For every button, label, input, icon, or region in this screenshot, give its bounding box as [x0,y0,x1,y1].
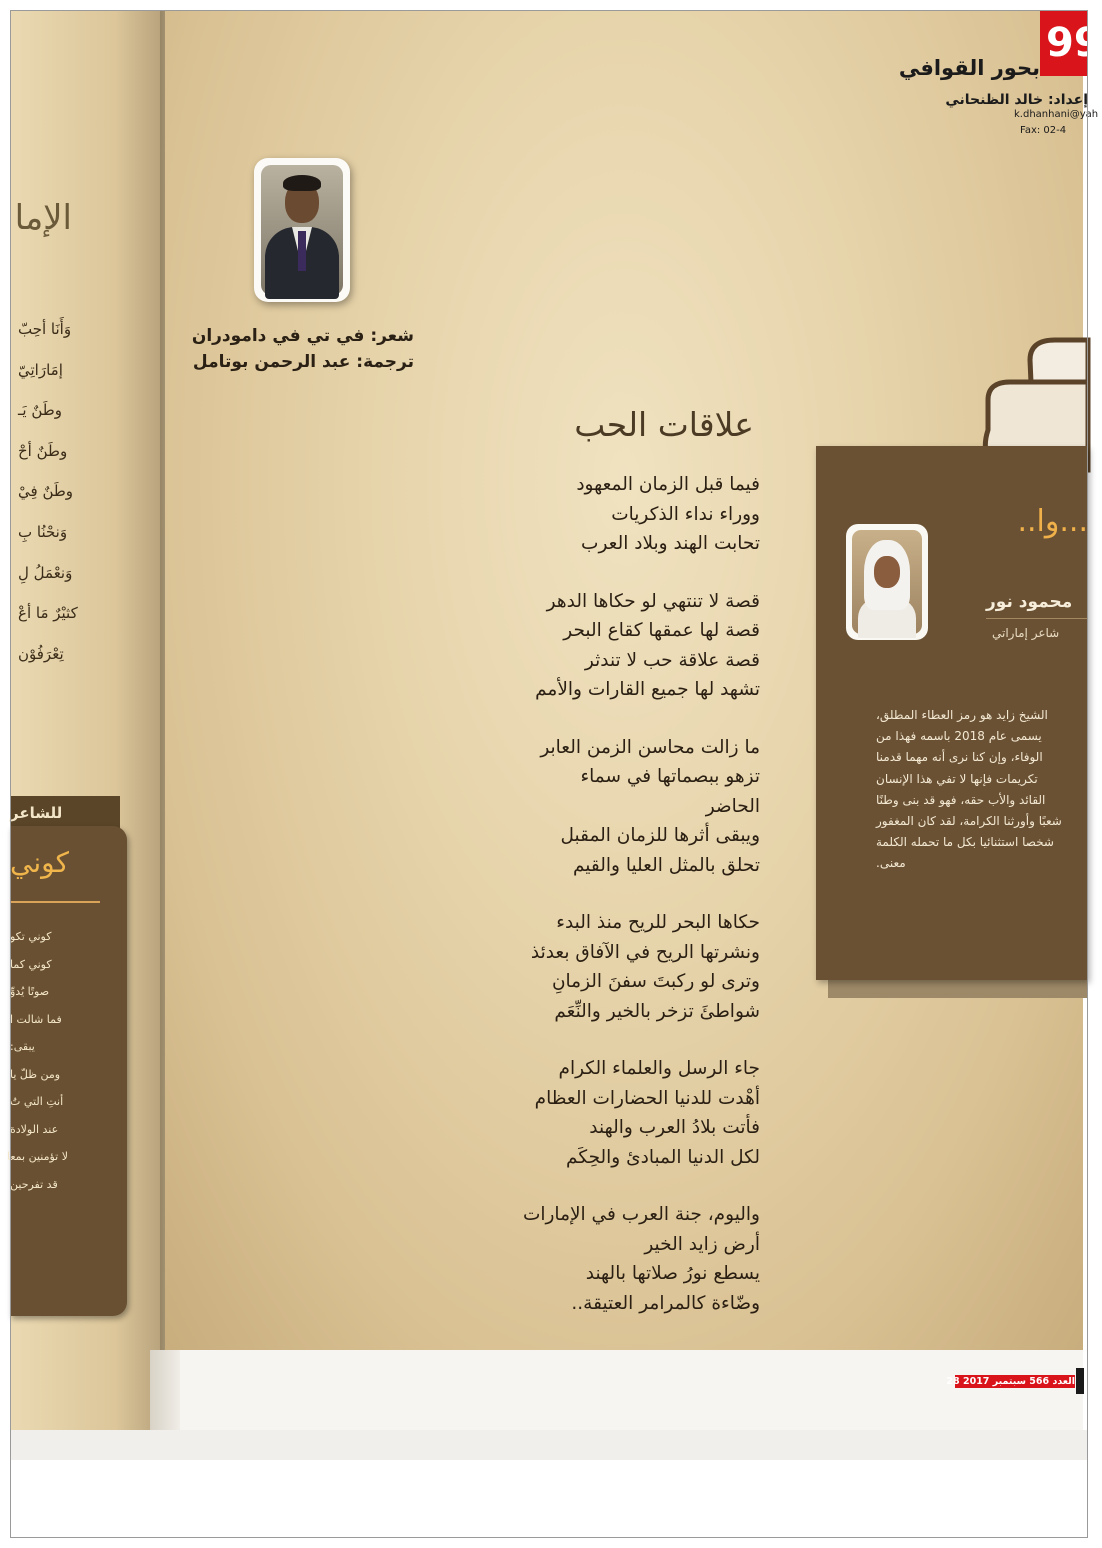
poem-title: علاقات الحب [574,405,754,444]
box-line: كوني تكو [10,930,52,943]
poem-line: تِعْرَفُوْن [18,644,64,663]
page-number-badge: 99 [1040,10,1088,76]
box-line: ومن ظلّ يا [10,1067,61,1081]
poem-line: وطَنٌ يَـ [18,401,62,420]
poem-line: قصة لا تنتهي لو حكاها الدهر [546,590,760,612]
poet-tag: للشاعر [10,796,120,830]
poem-line: حكاها البحر للريح منذ البدء [556,912,760,933]
poem-line: إمَارَاتِيّ [18,360,63,379]
poem-line: قصة لها عمقها كقاع البحر [563,620,760,641]
text-line: معنى. [876,856,906,871]
poem-line: يسطع نورُ صلاتها بالهند [585,1263,760,1284]
poet-credit: شعر: في تي في دامودران [191,326,414,346]
poem-line: لكل الدنيا المبادئ والحِكَم [566,1146,760,1168]
poem-line: ما زالت محاسن الزمن العابر [540,736,760,758]
issue-footer: العدد 566 سبتمبر 2017 28 [946,1376,1075,1387]
sidebar-title: ...وا.. [1017,504,1088,539]
poem-line: وترى لو ركبتَ سفنَ الزمانِ [551,971,760,992]
scan-border [7,10,1099,1538]
text-line: القائد والأب حقه، فهو قد بنى وطنًا [876,792,1046,807]
poem-line: قصة علاقة حب لا تندثر [584,649,760,671]
text-line: تكريمات فإنها لا تفي هذا الإنسان [876,771,1038,786]
text-line: شخصا استثنائيا بكل ما تحمله الكلمة [876,835,1054,850]
translator-credit: ترجمة: عبد الرحمن بوتامل [192,352,414,372]
poem-line: وطَنٌ أحْ [18,441,68,460]
section-title: بحور القوافي [898,56,1040,80]
box-line: صوتًا يُدوِّ [10,985,50,998]
poem-line: وطَنٌ فِيْ [18,482,74,501]
left-box-title: كوني [10,846,69,879]
poem-line: ونشرتها الريح في الآفاق بعدئذ [530,941,760,963]
poem-line: وَأَنَا أحِبّ [18,320,72,338]
text-line: الوفاء، وإن كنا نرى أنه مهما قدمنا [876,750,1043,765]
poem-line: فأتت بلادُ العرب والهند [589,1117,760,1138]
poem-line: ويبقى أثرها للزمان المقبل [560,825,760,846]
poem-line: أرض زايد الخير [644,1233,760,1255]
text-line: شعبًا وأورثنا الكرامة، لقد كان المغفور [876,813,1062,828]
box-line: عند الولادة [10,1122,59,1136]
poem-line: ووراء نداء الذكريات [611,503,760,525]
poem-line: تحلق بالمثل العليا والقيم [572,854,760,876]
poem-line: وَنحْنُا بِ [18,522,68,541]
poem-line: تشهد لها جميع القارات والأمم [535,679,760,700]
sidebar-name: محمود نور [986,592,1073,612]
poem-line: واليوم، جنة العرب في الإمارات [522,1204,760,1225]
editor-fax: Fax: 02-4 [1020,125,1067,136]
poem-line: تزهو ببصماتها في سماء [580,766,760,787]
box-line: كوني كما [10,957,52,971]
poem-line: جاء الرسل والعلماء الكرام [558,1058,760,1079]
box-line: فما شالت ا [10,1012,62,1026]
poem-line: كثيْرٌ مَا أعْ [18,604,78,623]
box-line: أنتِ التي تُ [10,1095,64,1108]
box-line: قد تفرحين [10,1177,58,1191]
poem-line: شواطئَ تزخر بالخير والنِّعَم [554,1000,760,1022]
editor-email: k.dhanhani@yah [1014,109,1099,120]
editor-credit: إعداد: خالد الظنحاني [945,92,1088,108]
poem-line: فيما قبل الزمان المعهود [576,474,760,495]
poem-line: وَنعْمَلُ لِ [18,563,73,582]
poem-line: الحاضر [705,795,760,817]
box-line: لا تؤمنين بمعا [7,1150,68,1163]
text-line: الشيخ زايد هو رمز العطاء المطلق، [876,708,1048,722]
sidebar-role: شاعر إماراتي [992,626,1060,640]
text-line: يسمى عام 2018 باسمه فهذا من [876,729,1042,744]
poem-line: تحابت الهند وبلاد العرب [581,533,760,554]
poem-line: وضّاءة كالمرامر العتيقة.. [571,1292,760,1314]
box-line: يبقى: [10,1040,35,1053]
poem-line: أهْدت للدنيا الحضارات العظام [534,1087,760,1109]
left-page-title: الإما [14,198,72,238]
